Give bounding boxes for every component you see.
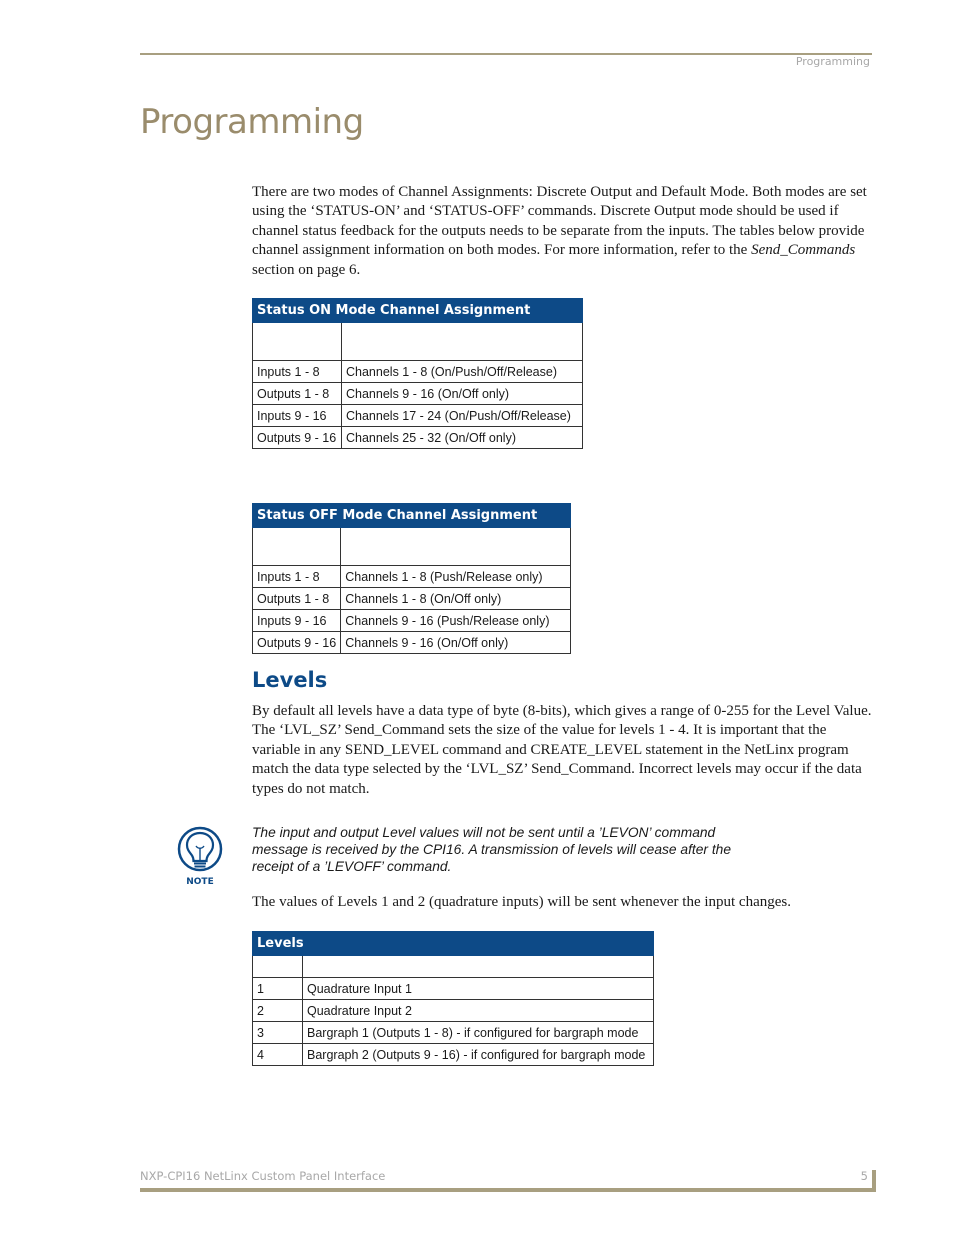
table-row <box>253 978 654 1000</box>
table-blank-row <box>253 528 571 566</box>
table-cell: Channels 9 - 16 (On/Off only) <box>342 383 583 405</box>
table-row <box>253 361 583 383</box>
table-cell: 2 <box>253 1000 303 1022</box>
table-cell: Outputs 9 - 16 <box>253 632 341 654</box>
intro-text-after: section on page 6. <box>252 261 361 278</box>
table-cell: Channels 1 - 8 (On/Push/Off/Release) <box>342 361 583 383</box>
table-cell: Bargraph 1 (Outputs 1 - 8) - if configured for bargraph mode <box>303 1022 654 1044</box>
values-paragraph: The values of Levels 1 and 2 (quadrature inputs) will be sent whenever the input changes. <box>252 894 791 910</box>
table-cell: Outputs 1 - 8 <box>253 588 341 610</box>
footer-rule <box>140 1188 876 1192</box>
table-row <box>253 610 571 632</box>
table-cell: Quadrature Input 2 <box>303 1000 654 1022</box>
table-row <box>253 1044 654 1066</box>
levels-heading: Levels <box>252 668 328 692</box>
table-cell: Bargraph 2 (Outputs 9 - 16) - if configured for bargraph mode <box>303 1044 654 1066</box>
header-rule <box>140 53 872 55</box>
page-number: 5 <box>860 1169 868 1183</box>
table-row <box>253 588 571 610</box>
levels-table <box>252 931 654 1066</box>
table-cell: Channels 17 - 24 (On/Push/Off/Release) <box>342 405 583 427</box>
table-cell: 4 <box>253 1044 303 1066</box>
table-cell: Outputs 1 - 8 <box>253 383 342 405</box>
table-cell: Channels 1 - 8 (On/Off only) <box>341 588 571 610</box>
table-title: Status ON Mode Channel Assignment <box>253 299 583 323</box>
table-cell: 1 <box>253 978 303 1000</box>
table-cell: Inputs 1 - 8 <box>253 566 341 588</box>
table-cell: Channels 25 - 32 (On/Off only) <box>342 427 583 449</box>
table-row <box>253 566 571 588</box>
table-row <box>253 632 571 654</box>
table-cell: Outputs 9 - 16 <box>253 427 342 449</box>
status-on-table <box>252 298 583 449</box>
table-row <box>253 1000 654 1022</box>
table-cell: Channels 1 - 8 (Push/Release only) <box>341 566 571 588</box>
note-text: The input and output Level values will not be sent until a ’LEVON’ command message is received by the CPI16. A transmission of levels will cease after the receipt of a ’LEVOFF’ command. <box>252 825 732 875</box>
table-cell: Channels 9 - 16 (On/Off only) <box>341 632 571 654</box>
table-blank-row <box>253 956 654 978</box>
footer-rule-tick <box>872 1170 876 1192</box>
table-blank-row <box>253 323 583 361</box>
table-cell: 3 <box>253 1022 303 1044</box>
intro-paragraph <box>252 183 872 280</box>
table-cell: Inputs 9 - 16 <box>253 610 341 632</box>
table-cell: Quadrature Input 1 <box>303 978 654 1000</box>
table-title: Levels <box>253 932 654 956</box>
running-head: Programming <box>795 55 870 68</box>
table-row <box>253 1022 654 1044</box>
send-commands-link[interactable]: Send_Commands <box>751 242 856 259</box>
table-row <box>253 383 583 405</box>
table-cell: Inputs 9 - 16 <box>253 405 342 427</box>
lightbulb-note-icon <box>176 826 224 888</box>
page-title: Programming <box>140 102 364 142</box>
levels-paragraph: By default all levels have a data type of byte (8-bits), which gives a range of 0-255 for the Level Value. The ‘LVL_SZ’ Send_Command sets the size of the value for levels 1 - 4. It is important that the variable in any SEND_LEVEL command and CREATE_LEVEL statement in the NetLinx program match the data type selected by the ‘LVL_SZ’ Send_Command. Incorrect levels may occur if the data types do not match. <box>252 703 872 797</box>
intro-text-before: There are two modes of Channel Assignments: Discrete Output and Default Mode. Both modes are set using the ‘STATUS-ON’ and ‘STATUS-OFF’ commands. Discrete Output mode should be used if channel status feedback for the outputs needs to be separate from the inputs. The tables below provide channel assignment information on both modes. For more information, refer to the <box>252 184 867 259</box>
table-row <box>253 427 583 449</box>
note-icon-label: NOTE <box>186 877 214 887</box>
status-off-table <box>252 503 571 654</box>
table-title: Status OFF Mode Channel Assignment <box>253 504 571 528</box>
footer-doc-title: NXP-CPI16 NetLinx Custom Panel Interface <box>140 1169 386 1183</box>
table-cell: Channels 9 - 16 (Push/Release only) <box>341 610 571 632</box>
table-cell: Inputs 1 - 8 <box>253 361 342 383</box>
table-row <box>253 405 583 427</box>
